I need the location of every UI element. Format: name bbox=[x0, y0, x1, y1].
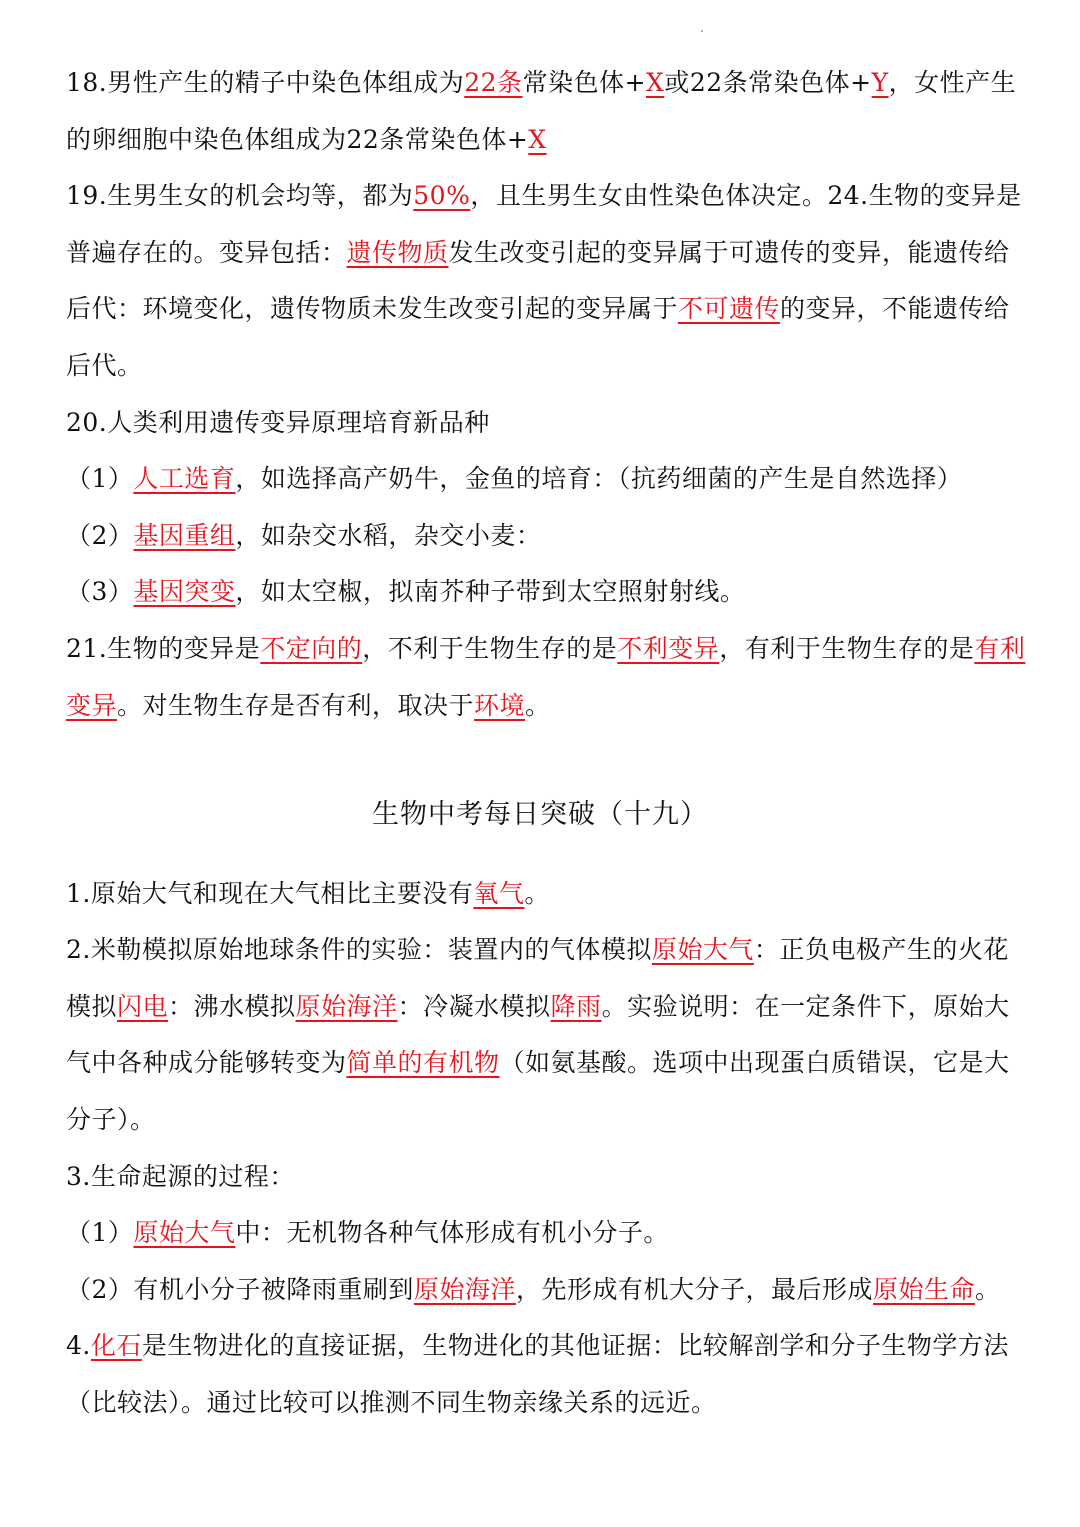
answer-highlight: 基因突变 bbox=[133, 577, 236, 606]
scan-dot bbox=[701, 30, 703, 32]
item-number: （1） bbox=[66, 464, 134, 493]
list-item bbox=[66, 508, 1026, 565]
paragraph-4 bbox=[66, 1318, 1026, 1431]
answer-highlight: 不利变异 bbox=[617, 634, 720, 663]
paragraph-20-heading: 20.人类利用遗传变异原理培育新品种 bbox=[66, 408, 490, 437]
answer-highlight: 降雨 bbox=[550, 991, 602, 1021]
text: 常染色体+ bbox=[522, 68, 647, 97]
answer-highlight: 基因重组 bbox=[133, 521, 236, 550]
text: 。对生物生存是否有利，取决于 bbox=[117, 690, 475, 720]
answer-highlight: 环境 bbox=[474, 690, 526, 720]
answer-highlight: 简单的有机物 bbox=[346, 1048, 500, 1077]
text: 19.生男生女的机会均等，都为 bbox=[66, 181, 414, 210]
answer-highlight: 氧气 bbox=[473, 879, 525, 908]
answer-highlight: 不可遗传 bbox=[678, 294, 781, 323]
text: ，如杂交水稻，杂交小麦： bbox=[235, 521, 542, 550]
text: 发生改变引起的变异属于可遗传的变异，能遗传给后代：环境变化，遗传物质未发生改变引起的变异属于 bbox=[66, 237, 1010, 323]
text: 2.米勒模拟原始地球条件的实验：装置内的气体模拟 bbox=[66, 935, 652, 964]
text: 。 bbox=[525, 690, 551, 720]
text: 。 bbox=[524, 879, 550, 908]
answer-highlight: 原始大气 bbox=[133, 1218, 236, 1247]
answer-highlight: 有利变异 bbox=[66, 634, 1026, 720]
text: ，女性产生的卵细胞中染色体组成为22条常染色体+ bbox=[66, 68, 1017, 154]
text: 是生物进化的直接证据，生物进化的其他证据：比较解剖学和分子生物学方法（比较法）。通过比较可以推测不同生物亲缘关系的远近。 bbox=[66, 1331, 1009, 1417]
answer-highlight: 原始海洋 bbox=[413, 1275, 516, 1304]
answer-highlight: 不定向的 bbox=[260, 634, 363, 663]
answer-highlight: X bbox=[528, 124, 547, 154]
text: 1.原始大气和现在大气相比主要没有 bbox=[66, 879, 474, 908]
answer-highlight: 遗传物质 bbox=[346, 237, 449, 267]
answer-highlight: 22条 bbox=[464, 68, 523, 97]
list-item bbox=[66, 451, 1026, 508]
paragraph-3-heading: 3.生命起源的过程： bbox=[66, 1162, 295, 1191]
item-number: （2） bbox=[66, 1275, 134, 1304]
text: ：沸水模拟 bbox=[168, 991, 296, 1021]
item-number: （2） bbox=[66, 521, 134, 550]
answer-highlight: 50% bbox=[413, 181, 471, 210]
answer-highlight: 原始大气 bbox=[651, 935, 754, 964]
paragraph-19 bbox=[66, 168, 1026, 394]
answer-highlight: 闪电 bbox=[117, 991, 169, 1021]
answer-highlight: 原始生命 bbox=[872, 1275, 975, 1304]
text: 的变异，不能遗传给后代。 bbox=[66, 294, 1010, 380]
list-item bbox=[66, 1205, 1026, 1262]
answer-highlight: 人工选育 bbox=[133, 464, 236, 493]
item-number: （1） bbox=[66, 1218, 134, 1247]
text: 或22条常染色体+ bbox=[664, 68, 872, 97]
text: ：正负电极产生的火花模拟 bbox=[66, 935, 1009, 1021]
text: ：冷凝水模拟 bbox=[397, 991, 551, 1021]
answer-highlight: Y bbox=[871, 68, 889, 97]
text: 中：无机物各种气体形成有机小分子。 bbox=[235, 1218, 669, 1247]
paragraph-21 bbox=[66, 621, 1026, 734]
section-title: 生物中考每日突破（十九） bbox=[372, 799, 708, 830]
text: ，有利于生物生存的是 bbox=[719, 634, 975, 663]
list-item bbox=[66, 1262, 1026, 1319]
paragraph-2 bbox=[66, 922, 1026, 1148]
text: 有机小分子被降雨重刷到 bbox=[133, 1275, 414, 1304]
answer-highlight: X bbox=[646, 68, 665, 97]
text: 21.生物的变异是 bbox=[66, 634, 261, 663]
text: ，如选择高产奶牛，金鱼的培育：（抗药细菌的产生是自然选择） bbox=[235, 464, 963, 493]
text: 4. bbox=[66, 1331, 91, 1360]
paragraph-1 bbox=[66, 866, 1026, 923]
text: 。实验说明：在一定条件下，原始大气中各种成分能够转变为 bbox=[66, 991, 1010, 1077]
text: ，如太空椒，拟南芥种子带到太空照射射线。 bbox=[235, 577, 746, 606]
text: （如氨基酸。选项中出现蛋白质错误，它是大分子）。 bbox=[66, 1048, 1010, 1134]
text: ，不利于生物生存的是 bbox=[362, 634, 618, 663]
item-number: （3） bbox=[66, 577, 134, 606]
text: ，先形成有机大分子，最后形成 bbox=[515, 1275, 873, 1304]
answer-highlight: 原始海洋 bbox=[295, 991, 398, 1021]
text: 18.男性产生的精子中染色体组成为 bbox=[66, 68, 465, 97]
list-item bbox=[66, 564, 1026, 621]
text: ，且生男生女由性染色体决定。24.生物的变异是普遍存在的。变异包括： bbox=[66, 181, 1022, 267]
answer-highlight: 化石 bbox=[90, 1331, 142, 1360]
paragraph-18 bbox=[66, 55, 1026, 168]
text: 。 bbox=[974, 1275, 1001, 1304]
